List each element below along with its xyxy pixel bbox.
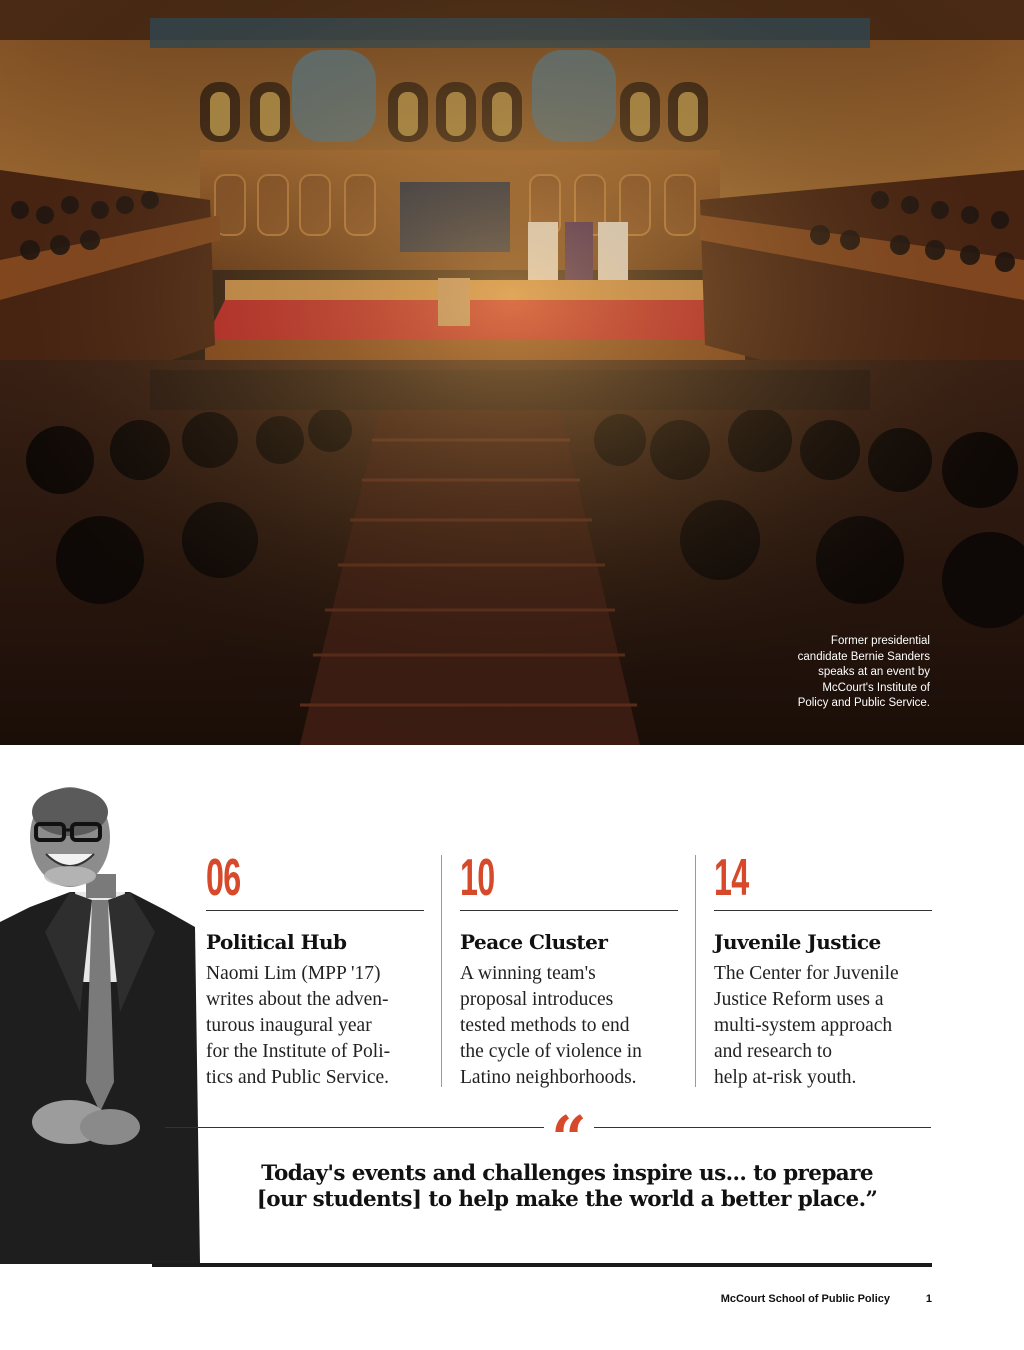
feature-peace-cluster[interactable]	[460, 849, 678, 1091]
feature-description-line: tested methods to end	[460, 1015, 630, 1036]
feature-title: Juvenile Justice	[714, 930, 881, 954]
quote-mark-icon: “	[544, 1104, 594, 1154]
feature-description-line: Justice Reform uses a	[714, 989, 884, 1010]
feature-description-line: the cycle of violence in	[460, 1041, 642, 1062]
feature-juvenile-justice[interactable]	[714, 849, 932, 1091]
feature-page-number: 14	[714, 849, 749, 907]
photo-caption-line: speaks at an event by	[818, 666, 930, 678]
feature-page-number: 06	[206, 849, 241, 907]
feature-title: Peace Cluster	[460, 930, 608, 954]
feature-description-line: turous inaugural year	[206, 1015, 372, 1036]
feature-description-line: Naomi Lim (MPP '17)	[206, 963, 381, 984]
feature-description-line: The Center for Juvenile	[714, 963, 899, 984]
feature-description	[460, 961, 678, 1091]
pull-quote	[200, 1161, 934, 1213]
feature-title: Political Hub	[206, 930, 347, 954]
feature-description-line: tics and Public Service.	[206, 1067, 390, 1088]
column-divider	[695, 855, 696, 1087]
bottom-rule	[152, 1263, 932, 1267]
feature-description-line: and research to	[714, 1041, 833, 1062]
feature-description-line: Latino neighborhoods.	[460, 1067, 637, 1088]
photo-caption-line: candidate Bernie Sanders	[797, 650, 930, 663]
feature-description	[714, 961, 932, 1091]
pull-quote-line: Today's events and challenges inspire us... to prepare	[261, 1161, 873, 1186]
feature-rule	[206, 910, 424, 911]
feature-political-hub[interactable]	[206, 849, 424, 1091]
feature-description-line: writes about the adven-	[206, 989, 389, 1010]
dean-portrait	[0, 782, 200, 1264]
photo-caption-line: McCourt's Institute of	[822, 681, 930, 694]
photo-caption-line: Former presidential	[830, 635, 930, 647]
feature-page-number: 10	[460, 849, 495, 907]
pull-quote-line: [our students] to help make the world a better place.”	[256, 1187, 878, 1212]
feature-description-line: proposal introduces	[460, 989, 614, 1010]
photo-caption-line: Policy and Public Service.	[797, 697, 930, 709]
portrait-photo	[0, 782, 200, 1264]
feature-description-line: multi-system approach	[714, 1015, 893, 1036]
feature-description-line: for the Institute of Poli-	[206, 1041, 391, 1062]
footer-publication: McCourt School of Public Policy	[720, 1293, 890, 1305]
footer-page-number: 1	[925, 1293, 932, 1305]
feature-description-line: A winning team's	[460, 963, 596, 984]
feature-rule	[460, 910, 678, 911]
column-divider	[441, 855, 442, 1087]
feature-description	[206, 961, 424, 1091]
photo-caption	[750, 634, 930, 712]
feature-rule	[714, 910, 932, 911]
feature-description-line: help at-risk youth.	[714, 1067, 857, 1088]
